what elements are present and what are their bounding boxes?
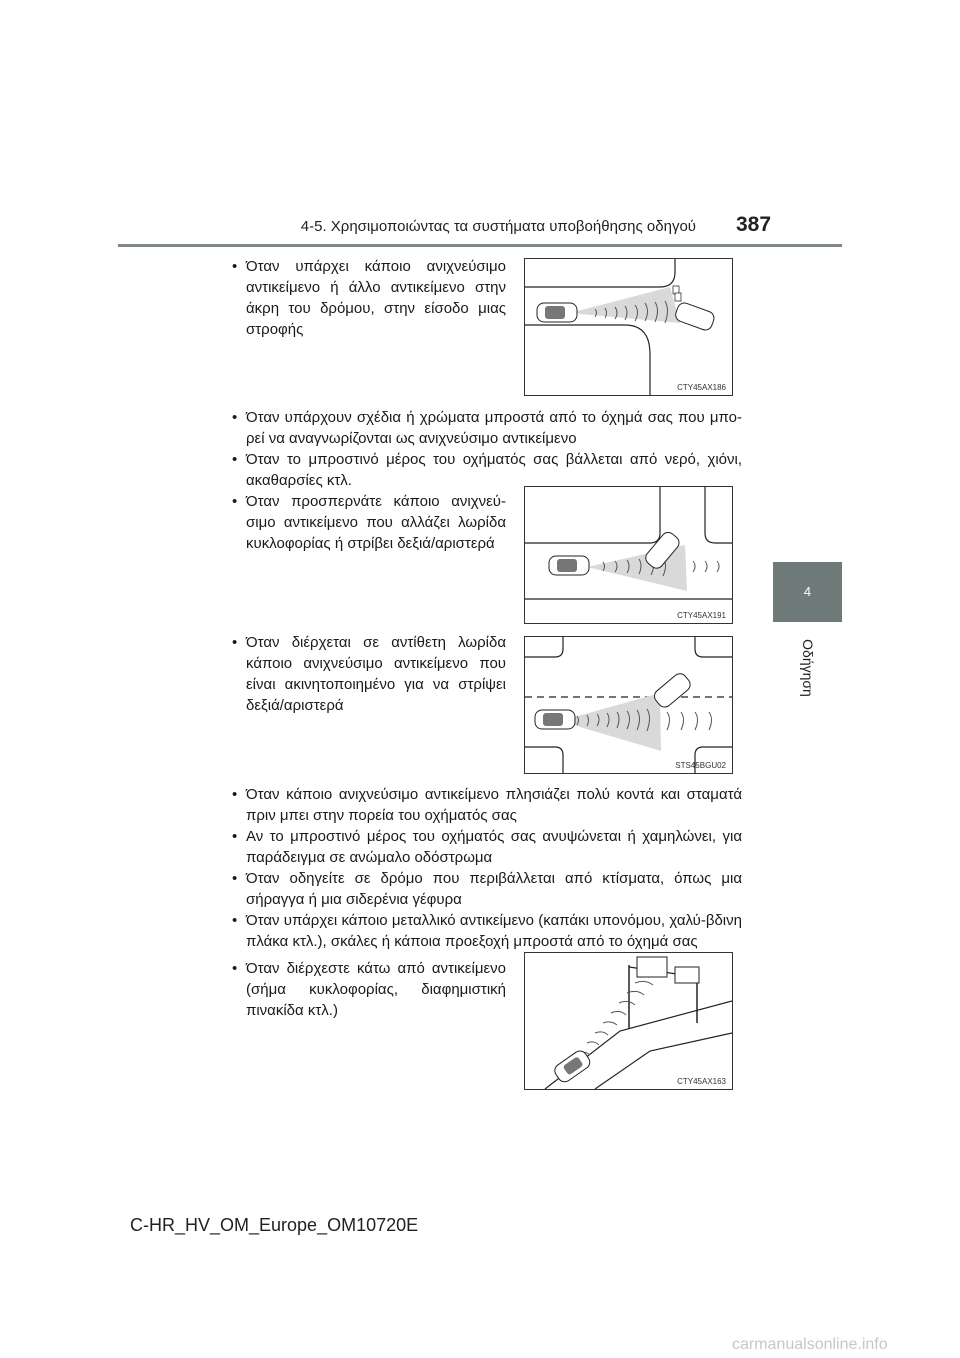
bullet-text: Αν το μπροστινό μέρος του οχήματός σας ανυψώνεται ή χαμηλώνει, για παράδειγμα σε ανώμαλο οδόστρωμα [246, 828, 742, 866]
bullet-item [232, 491, 506, 554]
lane-change-illustration [525, 487, 732, 623]
bullet-symbol: • [232, 258, 238, 275]
bullet-text: Όταν υπάρχουν σχέδια ή χρώματα μπροστά από το όχημά σας που μπο-ρεί να αναγνωρίζονται ως ανιχνεύσιμο αντικείμενο [246, 409, 742, 447]
bullet-item [232, 958, 506, 1021]
bullet-item [232, 868, 742, 910]
bullet-text: Όταν υπάρχει κάποιο ανιχνεύσιμο αντικείμενο ή άλλο αντικείμενο στην άκρη του δρόμου, στην είσοδο μιας στροφής [246, 258, 506, 338]
figure-code: CTY45AX186 [677, 383, 726, 392]
bullet-symbol: • [232, 828, 238, 845]
bullet-item [232, 449, 742, 491]
chapter-tab [773, 562, 842, 622]
bullet-item [232, 407, 742, 449]
overhead-sign-illustration [525, 953, 732, 1089]
figure-lane-change [524, 486, 733, 624]
figure-overhead-sign [524, 952, 733, 1090]
figure-code: STS45BGU02 [675, 761, 726, 770]
bullet-item [232, 784, 742, 826]
bullet-text: Όταν το μπροστινό μέρος του οχήματός σας βάλλεται από νερό, χιόνι, ακαθαρσίες κτλ. [246, 451, 742, 489]
bullet-symbol: • [232, 960, 238, 977]
bullet-symbol: • [232, 912, 238, 929]
figure-curve-approach [524, 258, 733, 396]
bullet-item [232, 256, 506, 340]
bullet-text: Όταν κάποιο ανιχνεύσιμο αντικείμενο πλησιάζει πολύ κοντά και σταματά πριν μπει στην πορεία του οχήματός σας [246, 786, 742, 824]
bullet-symbol: • [232, 634, 238, 651]
bullet-symbol: • [232, 786, 238, 803]
figure-code: CTY45AX191 [677, 611, 726, 620]
bullet-symbol: • [232, 451, 238, 468]
chapter-label: Οδήγηση [800, 639, 816, 697]
bullet-text: Όταν υπάρχει κάποιο μεταλλικό αντικείμενο (καπάκι υπονόμου, χαλύ-βδινη πλάκα κτλ.), σκάλες ή κάποια προεξοχή μπροστά από το όχημά σας [246, 912, 742, 950]
chapter-label-box [788, 628, 828, 708]
figure-opposite-lane [524, 636, 733, 774]
bullet-item [232, 826, 742, 868]
bullet-item [232, 632, 506, 716]
figure-code: CTY45AX163 [677, 1077, 726, 1086]
bullet-symbol: • [232, 870, 238, 887]
header-divider [118, 244, 842, 247]
opposite-lane-illustration [525, 637, 732, 773]
page-number: 387 [736, 213, 772, 236]
document-code: C-HR_HV_OM_Europe_OM10720E [130, 1215, 419, 1235]
bullet-symbol: • [232, 409, 238, 426]
bullet-text: Όταν διέρχεστε κάτω από αντικείμενο (σήμα κυκλοφορίας, διαφημιστική πινακίδα κτλ.) [246, 960, 506, 1019]
watermark: carmanualsonline.info [732, 1336, 888, 1353]
section-title: 4-5. Χρησιμοποιώντας τα συστήματα υποβοήθησης οδηγού [300, 218, 696, 235]
bullet-text: Όταν προσπερνάτε κάποιο ανιχνεύ-σιμο αντικείμενο που αλλάζει λωρίδα κυκλοφορίας ή στρίβει δεξιά/αριστερά [246, 493, 506, 552]
bullet-text: Όταν διέρχεται σε αντίθετη λωρίδα κάποιο ανιχνεύσιμο αντικείμενο που είναι ακινητοποιημένο για να στρίψει δεξιά/αριστερά [246, 634, 506, 714]
bullet-text: Όταν οδηγείτε σε δρόμο που περιβάλλεται από κτίσματα, όπως μια σήραγγα ή μια σιδερένια γέφυρα [246, 870, 742, 908]
bullet-symbol: • [232, 493, 238, 510]
chapter-number: 4 [803, 584, 812, 599]
bullet-item [232, 910, 742, 952]
curve-approach-illustration [525, 259, 732, 395]
